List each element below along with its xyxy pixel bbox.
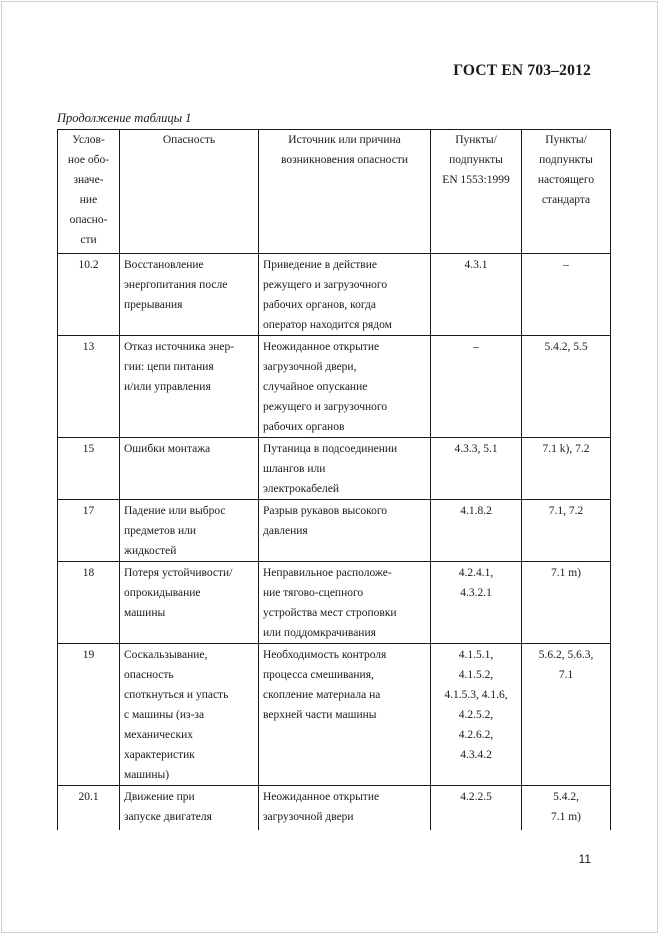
hazard-id: 20.1 <box>58 786 120 830</box>
hazard-cell: Соскальзывание, опасность споткнуться и упасть с машины (из-за механических характеристик машины) <box>120 644 259 786</box>
source-cell: Неправильное расположе- ние тягово-сцепного устройства мест строповки или поддомкрачивания <box>259 562 431 644</box>
source-cell: Неожиданное открытие загрузочной двери <box>259 786 431 830</box>
hazard-id: 13 <box>58 336 120 438</box>
source-cell: Путаница в подсоединении шлангов или электрокабелей <box>259 438 431 500</box>
source-cell: Разрыв рукавов высокого давления <box>259 500 431 562</box>
header-hazard-id: Услов- ное обо- значе- ние опасно- сти <box>58 130 120 254</box>
source-cell: Приведение в действие режущего и загрузочного рабочих органов, когда оператор находится рядом <box>259 254 431 336</box>
header-en-clauses: Пункты/ подпункты EN 1553:1999 <box>431 130 522 254</box>
hazard-cell: Движение при запуске двигателя <box>120 786 259 830</box>
en-ref-cell: 4.1.8.2 <box>431 500 522 562</box>
header-source: Источник или причина возникновения опасности <box>259 130 431 254</box>
table-caption: Продолжение таблицы 1 <box>57 111 192 125</box>
table-row <box>58 336 611 438</box>
std-ref-cell: 5.4.2, 7.1 m) <box>522 786 611 830</box>
hazard-id: 17 <box>58 500 120 562</box>
en-ref-cell: 4.3.1 <box>431 254 522 336</box>
std-ref-cell: – <box>522 254 611 336</box>
en-ref-cell: 4.2.2.5 <box>431 786 522 830</box>
hazard-cell: Падение или выброс предметов или жидкостей <box>120 500 259 562</box>
hazard-cell: Потеря устойчивости/ опрокидывание машины <box>120 562 259 644</box>
std-ref-cell: 5.4.2, 5.5 <box>522 336 611 438</box>
table-header-row <box>58 130 611 254</box>
std-ref-cell: 7.1 k), 7.2 <box>522 438 611 500</box>
page-number: 11 <box>578 852 591 866</box>
header-hazard: Опасность <box>120 130 259 254</box>
source-cell: Неожиданное открытие загрузочной двери, случайное опускание режущего и загрузочного рабочих органов <box>259 336 431 438</box>
std-ref-cell: 7.1 m) <box>522 562 611 644</box>
hazard-cell: Отказ источника энер- гии: цепи питания и/или управления <box>120 336 259 438</box>
hazard-id: 18 <box>58 562 120 644</box>
hazard-id: 15 <box>58 438 120 500</box>
source-cell: Необходимость контроля процесса смешивания, скопление материала на верхней части машины <box>259 644 431 786</box>
table-row <box>58 254 611 336</box>
hazard-cell: Ошибки монтажа <box>120 438 259 500</box>
std-ref-cell: 7.1, 7.2 <box>522 500 611 562</box>
header-standard-clauses: Пункты/ подпункты настоящего стандарта <box>522 130 611 254</box>
en-ref-cell: 4.3.3, 5.1 <box>431 438 522 500</box>
hazards-table <box>57 129 611 830</box>
table-row <box>58 438 611 500</box>
table-row <box>58 644 611 786</box>
std-ref-cell: 5.6.2, 5.6.3, 7.1 <box>522 644 611 786</box>
table-row <box>58 786 611 830</box>
hazard-id: 10.2 <box>58 254 120 336</box>
hazard-id: 19 <box>58 644 120 786</box>
en-ref-cell: 4.1.5.1, 4.1.5.2, 4.1.5.3, 4.1.6, 4.2.5.2, 4.2.6.2, 4.3.4.2 <box>431 644 522 786</box>
en-ref-cell: 4.2.4.1, 4.3.2.1 <box>431 562 522 644</box>
table-row <box>58 562 611 644</box>
table-row <box>58 500 611 562</box>
hazard-cell: Восстановление энергопитания после прерывания <box>120 254 259 336</box>
en-ref-cell: – <box>431 336 522 438</box>
document-header: ГОСТ EN 703–2012 <box>453 62 591 79</box>
